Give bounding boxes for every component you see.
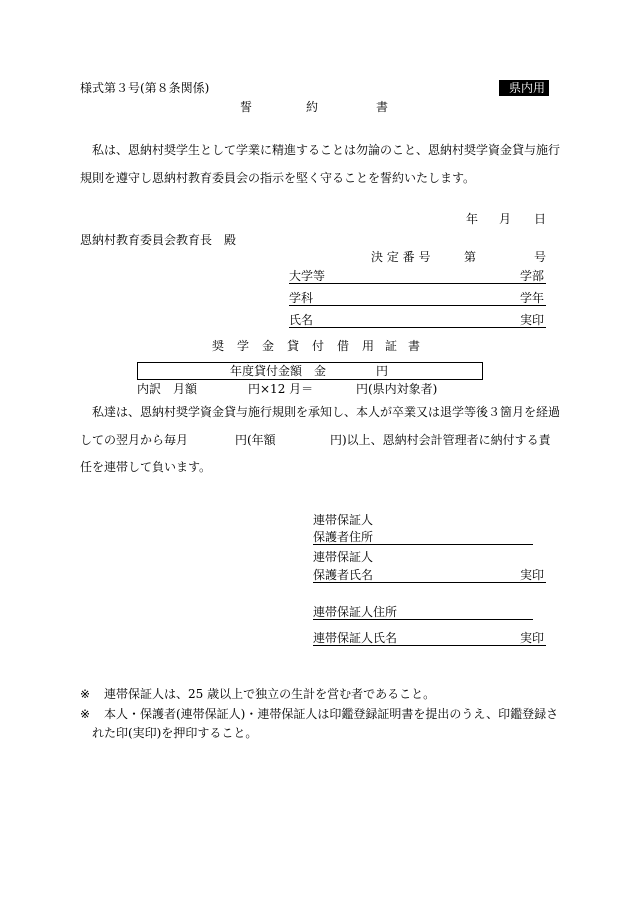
- loan-body-line-2-b: 円(年額: [235, 433, 276, 447]
- pledge-body-line-1: 私は、恩納村奨学生として学業に精進することは勿論のこと、恩納村奨学資金貸与施行: [92, 143, 561, 157]
- loan-title-char-7: 用: [362, 339, 375, 353]
- department-field[interactable]: [289, 291, 546, 306]
- university-label: 大学等: [289, 269, 326, 283]
- grade-label: 学年: [520, 291, 545, 305]
- guarantor-1-heading: 連帯保証人: [313, 513, 374, 527]
- date-year-label: 年: [466, 212, 479, 226]
- breakdown-result: 円(県内対象者): [356, 382, 438, 396]
- form-number: 様式第３号(第８条関係): [80, 81, 210, 95]
- student-name-label: 氏名: [289, 313, 314, 327]
- guardian-address-field[interactable]: [313, 530, 533, 545]
- date-day-label: 日: [534, 212, 547, 226]
- guarantor-address-field[interactable]: [313, 605, 533, 620]
- loan-title-char-2: 学: [237, 339, 250, 353]
- pledge-body-line-2: 規則を遵守し恩納村教育委員会の指示を堅く守ることを誓約いたします。: [80, 171, 476, 185]
- region-badge: 県内用: [499, 80, 549, 96]
- guardian-seal-label: 実印: [520, 568, 545, 582]
- decision-number-label: 決 定 番 号: [371, 250, 431, 264]
- loan-title-char-6: 借: [337, 339, 350, 353]
- guarantor-name-field[interactable]: [313, 631, 546, 646]
- loan-body-line-3: 任を連帯して負います。: [80, 460, 212, 474]
- department-label: 学科: [289, 291, 314, 305]
- decision-number-dai: 第: [464, 250, 477, 264]
- student-seal-label: 実印: [520, 313, 545, 327]
- student-name-field[interactable]: [289, 313, 546, 328]
- guardian-address-label: 保護者住所: [313, 530, 374, 544]
- breakdown-multiplier: 円×12 月＝: [248, 382, 314, 396]
- loan-body-line-1: 私達は、恩納村奨学資金貸与施行規則を承知し、本人が卒業又は退学等後３箇月を経過: [92, 405, 561, 419]
- loan-title-char-3: 金: [262, 339, 275, 353]
- loan-title-char-4: 貸: [287, 339, 300, 353]
- pledge-title-char-3: 書: [376, 100, 389, 114]
- loan-amount-yen: 円: [376, 364, 389, 378]
- loan-title-char-9: 書: [408, 339, 421, 353]
- note-2-text-line-1: 本人・保護者(連帯保証人)・連帯保証人は印鑑登録証明書を提出のうえ、印鑑登録さ: [104, 707, 559, 721]
- guarantor-name-label: 連帯保証人氏名: [313, 631, 398, 645]
- guardian-name-label: 保護者氏名: [313, 568, 374, 582]
- note-2-text-line-2: れた印(実印)を押印すること。: [92, 726, 258, 740]
- pledge-title-char-2: 約: [306, 100, 319, 114]
- loan-body-line-2-a: しての翌月から毎月: [80, 433, 189, 447]
- note-2-mark: ※: [80, 707, 91, 721]
- guarantor-address-label: 連帯保証人住所: [313, 605, 398, 619]
- date-month-label: 月: [499, 212, 512, 226]
- pledge-title-char-1: 誓: [240, 100, 253, 114]
- loan-title-char-1: 奨: [212, 339, 225, 353]
- note-1-text: 連帯保証人は、25 歳以上で独立の生計を営む者であること。: [104, 687, 436, 701]
- loan-title-char-8: 証: [385, 339, 398, 353]
- guarantor-2-heading: 連帯保証人: [313, 550, 374, 564]
- loan-body-line-2-c: 円)以上、恩納村会計管理者に納付する責: [330, 433, 551, 447]
- decision-number-go: 号: [534, 250, 547, 264]
- guarantor-seal-label: 実印: [520, 631, 545, 645]
- addressee: 恩納村教育委員会教育長 殿: [80, 233, 237, 247]
- note-1-mark: ※: [80, 687, 91, 701]
- breakdown-label: 内訳 月額: [137, 382, 198, 396]
- loan-amount-label: 年度貸付金額 金: [230, 364, 327, 378]
- guardian-name-field[interactable]: [313, 568, 546, 583]
- university-field[interactable]: [289, 269, 546, 284]
- faculty-label: 学部: [520, 269, 545, 283]
- loan-title-char-5: 付: [312, 339, 325, 353]
